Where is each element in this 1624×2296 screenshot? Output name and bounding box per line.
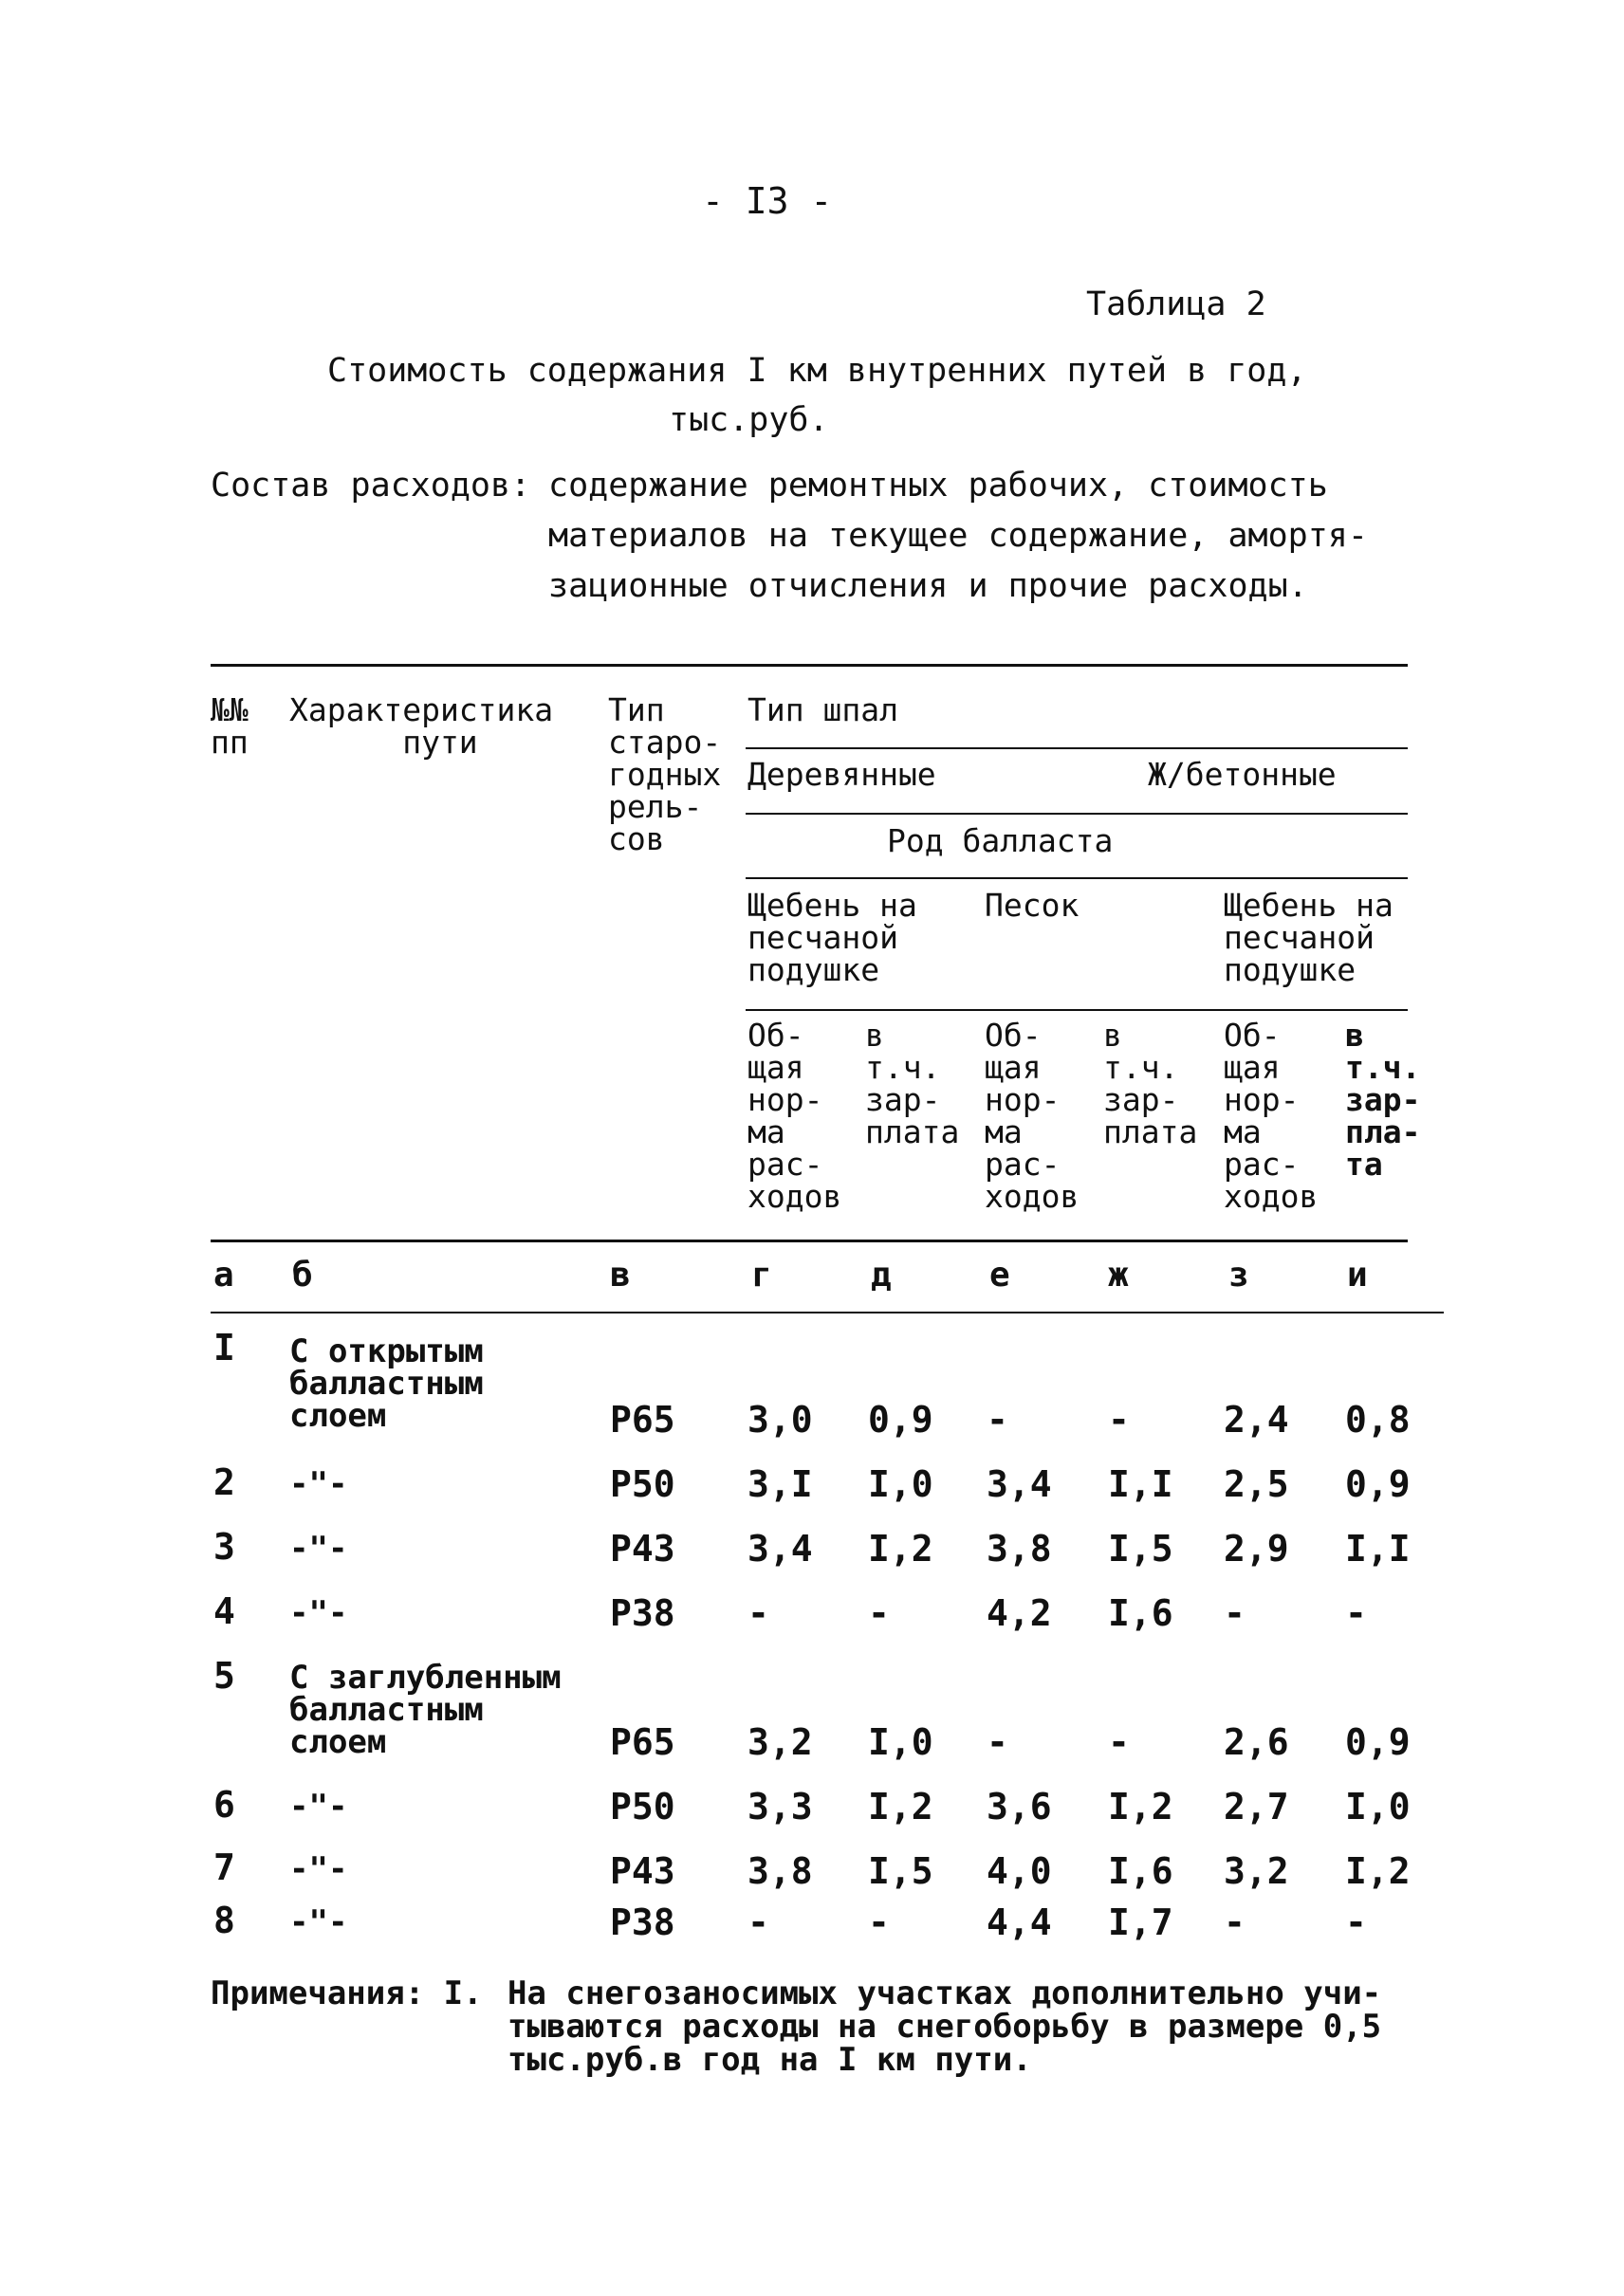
row-rail-type: Р50 (610, 1786, 675, 1828)
row-value: I,7 (1108, 1901, 1173, 1943)
row-value: 2,7 (1224, 1786, 1289, 1828)
row-value: 0,9 (1345, 1721, 1411, 1763)
row-value: - (1345, 1901, 1367, 1943)
row-value: I,I (1345, 1528, 1411, 1570)
row-value: 3,8 (747, 1850, 813, 1892)
rule-under-ballast-types (746, 1009, 1408, 1011)
row-value: I,2 (1345, 1850, 1411, 1892)
rule-under-sleeper-type (746, 747, 1408, 749)
table-title-line1: Стоимость содержания I км внутренних путей в год, (327, 352, 1307, 390)
row-value: I,0 (1345, 1786, 1411, 1828)
row-characteristic: -"- (289, 1465, 348, 1503)
row-number: 7 (213, 1846, 235, 1888)
row-value: 3,3 (747, 1786, 813, 1828)
expenses-line3: зационные отчисления и прочие расходы. (548, 567, 1308, 605)
col-letter: г (751, 1256, 772, 1295)
row-value: - (1345, 1592, 1367, 1634)
row-rail-type: Р65 (610, 1721, 675, 1763)
row-value: 3,2 (747, 1721, 813, 1763)
header-wage-2: в т.ч. зар- плата (1103, 1017, 1198, 1150)
header-wage-1: в т.ч. зар- плата (865, 1017, 960, 1150)
row-value: 3,2 (1224, 1850, 1289, 1892)
col-letter: в (610, 1256, 631, 1295)
col-letter: з (1228, 1256, 1249, 1295)
row-value: 3,4 (987, 1463, 1052, 1505)
row-number: 6 (213, 1784, 235, 1826)
expenses-label: Состав расходов: (211, 467, 531, 505)
header-total-2: Об- щая нор- ма рас- ходов (985, 1017, 1080, 1215)
row-value: I,5 (1108, 1528, 1173, 1570)
row-value: - (868, 1901, 890, 1943)
row-value: - (987, 1399, 1008, 1441)
row-value: - (747, 1901, 769, 1943)
table-title-line2: тыс.руб. (669, 401, 829, 439)
header-num: №№ пп (211, 691, 249, 761)
row-value: - (747, 1592, 769, 1634)
row-rail-type: Р43 (610, 1850, 675, 1892)
header-total-3: Об- щая нор- ма рас- ходов (1224, 1017, 1319, 1215)
row-value: 4,2 (987, 1592, 1052, 1634)
row-value: 2,5 (1224, 1463, 1289, 1505)
row-value: 2,4 (1224, 1399, 1289, 1441)
row-value: 0,9 (868, 1399, 933, 1441)
row-number: 2 (213, 1461, 235, 1503)
header-wooden: Деревянные (747, 756, 936, 793)
row-value: 3,0 (747, 1399, 813, 1441)
row-rail-type: Р38 (610, 1592, 675, 1634)
row-value: I,0 (868, 1463, 933, 1505)
rule-under-ballast-kind (746, 877, 1408, 879)
row-number: 8 (213, 1900, 235, 1941)
row-characteristic: -"- (289, 1788, 348, 1826)
row-value: I,I (1108, 1463, 1173, 1505)
row-value: I,6 (1108, 1592, 1173, 1634)
row-value: - (868, 1592, 890, 1634)
row-number: 5 (213, 1655, 235, 1697)
header-concrete: Ж/бетонные (1148, 756, 1337, 793)
row-characteristic: С открытым балластным слоем (289, 1332, 484, 1435)
row-number: I (213, 1327, 235, 1368)
row-characteristic: -"- (289, 1530, 348, 1568)
row-value: 3,I (747, 1463, 813, 1505)
row-rail-type: Р38 (610, 1901, 675, 1943)
row-characteristic: С заглубленным балластным слоем (289, 1659, 562, 1761)
row-value: 3,8 (987, 1528, 1052, 1570)
page-number: - I3 - (702, 180, 833, 222)
header-crushed-sand-1: Щебень на песчаной подушке (747, 887, 917, 988)
col-letter: ж (1108, 1256, 1129, 1295)
col-letter: и (1347, 1256, 1368, 1295)
col-letter: е (989, 1256, 1010, 1295)
row-value: 3,6 (987, 1786, 1052, 1828)
col-letter: б (292, 1256, 313, 1295)
col-letter: а (213, 1256, 234, 1295)
row-value: - (1224, 1901, 1246, 1943)
header-wage-3: в т.ч. зар- пла- та (1345, 1017, 1421, 1183)
row-characteristic: -"- (289, 1850, 348, 1888)
header-bottom-rule (211, 1240, 1408, 1242)
table-label: Таблица 2 (1086, 285, 1266, 323)
header-characteristic: Характеристика пути (289, 691, 554, 761)
header-rail-type: Тип старо- годных рель- сов (608, 691, 722, 857)
row-value: I,5 (868, 1850, 933, 1892)
header-sleeper-type: Тип шпал (747, 691, 898, 728)
row-value: 2,6 (1224, 1721, 1289, 1763)
row-value: I,2 (868, 1528, 933, 1570)
row-characteristic: -"- (289, 1594, 348, 1632)
letters-bottom-rule (211, 1312, 1444, 1313)
row-value: I,2 (868, 1786, 933, 1828)
row-value: - (1108, 1399, 1130, 1441)
row-number: 3 (213, 1526, 235, 1568)
row-value: 3,4 (747, 1528, 813, 1570)
row-value: I,2 (1108, 1786, 1173, 1828)
row-value: - (1224, 1592, 1246, 1634)
row-rail-type: Р43 (610, 1528, 675, 1570)
note-line3: тыс.руб.в год на I км пути. (508, 2041, 1032, 2079)
row-value: I,6 (1108, 1850, 1173, 1892)
header-sand: Песок (985, 887, 1080, 924)
row-value: - (987, 1721, 1008, 1763)
header-ballast-kind: Род балласта (887, 822, 1114, 859)
col-letter: д (871, 1256, 892, 1295)
row-rail-type: Р50 (610, 1463, 675, 1505)
row-value: 0,8 (1345, 1399, 1411, 1441)
rule-under-sleeper-kinds (746, 813, 1408, 815)
row-value: 0,9 (1345, 1463, 1411, 1505)
row-value: 4,4 (987, 1901, 1052, 1943)
row-value: - (1108, 1721, 1130, 1763)
row-rail-type: Р65 (610, 1399, 675, 1441)
row-value: 2,9 (1224, 1528, 1289, 1570)
expenses-line2: материалов на текущее содержание, амортя- (548, 517, 1368, 555)
row-characteristic: -"- (289, 1903, 348, 1941)
header-total-1: Об- щая нор- ма рас- ходов (747, 1017, 842, 1215)
header-crushed-sand-2: Щебень на песчаной подушке (1224, 887, 1393, 988)
row-value: 4,0 (987, 1850, 1052, 1892)
row-number: 4 (213, 1590, 235, 1632)
expenses-line1: содержание ремонтных рабочих, стоимость (548, 467, 1328, 505)
note-label: Примечания: I. (211, 1975, 483, 2012)
table-top-rule (211, 664, 1408, 667)
row-value: I,0 (868, 1721, 933, 1763)
note-line1: На снегозаносимых участках дополнительно учи- (508, 1975, 1382, 2012)
note-line2: тываются расходы на снегоборьбу в размере 0,5 (508, 2008, 1382, 2046)
